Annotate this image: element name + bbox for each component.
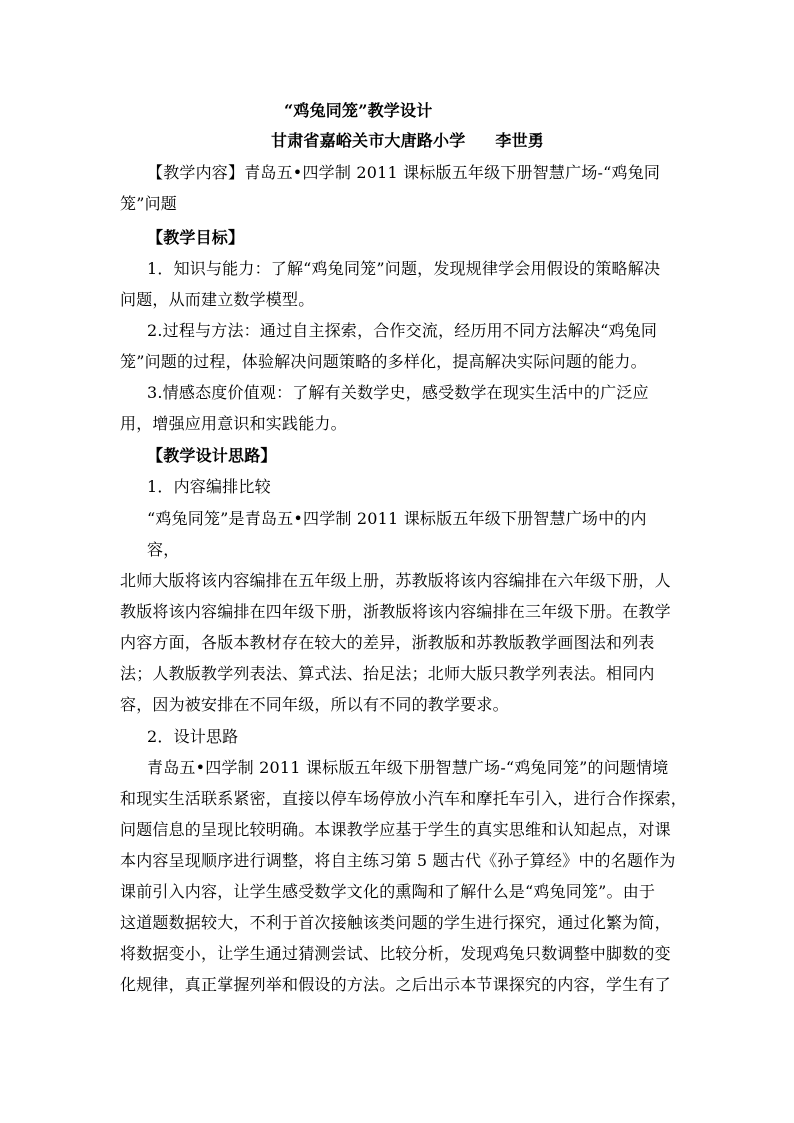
paragraph-line: 这道题数据较大，不利于首次接触该类问题的学生进行探究，通过化繁为简， [120,913,671,932]
paragraph-line: 容， [147,540,180,559]
paragraph-line: 【教学内容】青岛五•四学制 2011 课标版五年级下册智慧广场-“鸡兔同 [147,163,661,182]
paragraph-line: “鸡兔同笼”是青岛五•四学制 2011 课标版五年级下册智慧广场中的内 [147,509,647,528]
paragraph-line: 法；人教版教学列表法、算式法、抬足法；北师大版只教学列表法。相同内 [120,664,655,683]
paragraph-line: 2．设计思路 [147,727,239,746]
paragraph-line: 将数据变小，让学生通过猜测尝试、比较分析，发现鸡兔只数调整中脚数的变 [120,944,671,963]
paragraph-line: 1．内容编排比较 [147,477,271,496]
document-title: “鸡兔同笼”教学设计 [284,101,433,120]
paragraph-line: 3.情感态度价值观：了解有关数学史，感受数学在现实生活中的广泛应 [147,383,649,402]
author-name: 李世勇 [495,131,545,150]
paragraph-line: 容，因为被安排在不同年级，所以有不同的教学要求。 [120,695,509,714]
paragraph-line: 2.过程与方法：通过自主探索，合作交流，经历用不同方法解决“鸡兔同 [147,321,658,340]
paragraph-line: 和现实生活联系紧密，直接以停车场停放小汽车和摩托车引入，进行合作探索， [120,789,688,808]
paragraph-line: 问题，从而建立数学模型。 [120,290,315,309]
paragraph-line: 化规律，真正掌握列举和假设的方法。之后出示本节课探究的内容，学生有了 [120,975,671,994]
document-byline [271,131,544,151]
paragraph-line: 青岛五•四学制 2011 课标版五年级下册智慧广场-“鸡兔同笼”的问题情境 [147,758,669,777]
paragraph-line: 1．知识与能力：了解“鸡兔同笼”问题，发现规律学会用假设的策略解决 [147,259,661,278]
paragraph-line: 问题信息的呈现比较明确。本课教学应基于学生的真实思维和认知起点，对课 [120,820,671,839]
paragraph-line: 教版将该内容编排在四年级下册，浙教版将该内容编排在三年级下册。在教学 [120,602,671,621]
section-heading: 【教学设计思路】 [147,446,277,465]
paragraph-line: 内容方面，各版本教材存在较大的差异，浙教版和苏教版教学画图法和列表 [120,633,655,652]
paragraph-line: 本内容呈现顺序进行调整，将自主练习第 5 题古代《孙子算经》中的名题作为 [120,851,676,870]
paragraph-line: 课前引入内容，让学生感受数学文化的熏陶和了解什么是“鸡兔同笼”。由于 [120,882,656,901]
paragraph-line: 用，增强应用意识和实践能力。 [120,414,347,433]
school-name: 甘肃省嘉峪关市大唐路小学 [271,131,466,150]
paragraph-line: 北师大版将该内容编排在五年级上册，苏教版将该内容编排在六年级下册，人 [120,571,671,590]
section-heading: 【教学目标】 [147,228,245,247]
paragraph-line: 笼”问题的过程，体验解决问题策略的多样化，提高解决实际问题的能力。 [120,352,647,371]
paragraph-line: 笼”问题 [120,194,177,213]
